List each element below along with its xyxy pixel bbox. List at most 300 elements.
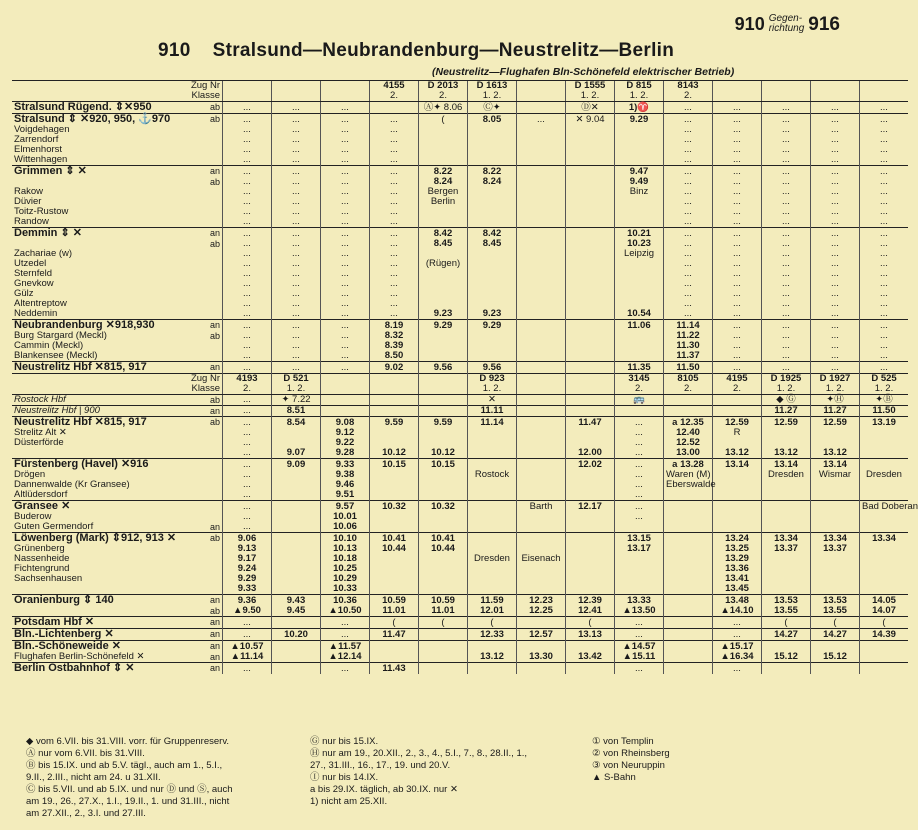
time-cell [517,135,566,145]
time-cell [566,217,615,228]
time-cell [517,362,566,374]
time-cell: (Rügen) [419,259,468,269]
timetable-row [12,187,908,197]
time-cell [468,564,517,574]
time-cell [615,279,664,289]
train-number [566,374,615,385]
time-cell [566,470,615,480]
time-cell [272,584,321,595]
train-class [517,384,566,395]
time-cell: 9.02 [370,362,419,374]
time-cell: ... [223,269,272,279]
time-cell: ... [370,197,419,207]
arr-dep-tag: ab [209,331,220,341]
time-cell: Ⓒ✦ [468,102,517,114]
time-cell [419,279,468,289]
timetable-row [12,114,908,126]
timetable-row [12,145,908,155]
opposite-direction-table: 916 [808,14,840,35]
station-name: Löwenberg (Mark) ⇕912, 913 ✕ [14,532,177,544]
time-cell: ... [615,512,664,522]
time-cell: a 12.35 [664,417,713,429]
time-cell [615,259,664,269]
time-cell [272,480,321,490]
time-cell: ... [223,459,272,471]
time-cell: 9.59 [370,417,419,429]
time-cell [566,341,615,351]
time-cell: ... [223,135,272,145]
time-cell [468,428,517,438]
time-cell [762,480,811,490]
time-cell: ... [860,331,909,341]
time-cell: 10.12 [419,448,468,459]
time-cell: 13.24 [713,533,762,545]
time-cell [615,269,664,279]
time-cell: ▲11.14 [223,652,272,663]
time-cell: ▲11.57 [321,641,370,653]
time-cell: 12.52 [664,438,713,448]
time-cell: ... [272,125,321,135]
time-cell [566,320,615,332]
time-cell [566,395,615,406]
time-cell [517,166,566,178]
time-cell [762,564,811,574]
time-cell: 9.59 [419,417,468,429]
time-cell [517,617,566,629]
time-cell: ... [272,145,321,155]
time-cell: ... [321,341,370,351]
station-cell [12,351,223,362]
time-cell: ... [860,249,909,259]
time-cell: 8.32 [370,331,419,341]
time-cell: 13.25 [713,544,762,554]
time-cell: ... [762,197,811,207]
time-cell: ... [321,331,370,341]
time-cell: ... [223,279,272,289]
train-number: D 1613 [468,81,517,92]
time-cell: ... [860,145,909,155]
time-cell [419,428,468,438]
legend-entry: ◆ vom 6.VII. bis 31.VIII. vorr. für Gruppenreserv. [26,736,230,747]
time-cell [566,574,615,584]
train-class [223,91,272,102]
time-cell: ... [615,501,664,513]
time-cell: ... [664,299,713,309]
time-cell [272,501,321,513]
time-cell: ... [664,155,713,166]
time-cell: ... [370,125,419,135]
time-cell: ... [713,629,762,641]
time-cell: ... [223,114,272,126]
legend-entry: Ⓒ bis 5.VII. und ab 5.IX. und nur Ⓓ und Ⓢ, auch [26,784,233,795]
timetable-row [12,584,908,595]
time-cell: ... [272,320,321,332]
time-cell: ... [223,207,272,217]
arr-dep-tag: an [209,320,220,330]
time-cell [370,428,419,438]
time-cell: 8.45 [468,239,517,249]
time-cell: 12.02 [566,459,615,471]
timetable-row [12,395,908,406]
time-cell [517,187,566,197]
time-cell: ... [713,228,762,240]
time-cell: ... [762,177,811,187]
station-name: Grünenberg [14,543,65,554]
time-cell: 14.07 [860,606,909,617]
arr-dep-tag: ab [209,395,220,405]
time-cell [468,331,517,341]
time-cell: ... [664,228,713,240]
train-number: D 1555 [566,81,615,92]
time-cell [419,652,468,663]
time-cell: ... [321,239,370,249]
station-name: Neubrandenburg ✕918,930 [14,319,155,331]
time-cell: ... [370,309,419,320]
time-cell [615,331,664,341]
train-class [566,384,615,395]
time-cell [566,228,615,240]
time-cell: 11.14 [468,417,517,429]
time-cell: ... [321,102,370,114]
time-cell: 13.37 [811,544,860,554]
station-name: Oranienburg ⇕ 140 [14,594,114,606]
time-cell [811,663,860,675]
time-cell [517,428,566,438]
time-cell: 11.37 [664,351,713,362]
time-cell [517,470,566,480]
arr-dep-tag: an [209,228,220,238]
time-cell [566,279,615,289]
time-cell: ... [321,166,370,178]
station-name: Neddemin [14,308,58,319]
station-cell [12,228,223,240]
time-cell: ... [762,166,811,178]
time-cell: ... [223,522,272,533]
time-cell: ... [321,125,370,135]
time-cell: Barth [517,501,566,513]
time-cell [419,406,468,417]
time-cell: ▲15.11 [615,652,664,663]
time-cell [419,490,468,501]
time-cell: Eberswalde [664,480,713,490]
time-cell: ... [762,362,811,374]
time-cell: ... [321,197,370,207]
time-cell: 9.29 [615,114,664,126]
time-cell: ... [860,114,909,126]
time-cell: 10.13 [321,544,370,554]
time-cell: 12.40 [664,428,713,438]
time-cell: 9.12 [321,428,370,438]
time-cell [419,155,468,166]
time-cell [419,470,468,480]
time-cell [419,125,468,135]
station-cell [12,448,223,459]
time-cell [713,490,762,501]
time-cell: ... [223,299,272,309]
time-cell: ... [713,362,762,374]
time-cell [468,125,517,135]
station-name: Fürstenberg (Havel) ✕916 [14,458,149,470]
time-cell: ... [860,259,909,269]
time-cell [860,522,909,533]
time-cell: ... [370,114,419,126]
time-cell: Dresden [468,554,517,564]
time-cell [566,207,615,217]
time-cell: ( [811,617,860,629]
time-cell: ... [370,217,419,228]
time-cell: ... [615,480,664,490]
time-cell [566,145,615,155]
time-cell: 10.01 [321,512,370,522]
table-number: 910 [158,40,191,61]
train-class: 1. 2. [860,384,909,395]
time-cell [468,480,517,490]
time-cell: ... [664,187,713,197]
time-cell: 11.11 [468,406,517,417]
time-cell: ... [860,299,909,309]
station-name: Altlüdersdorf [14,489,68,500]
train-number [321,81,370,92]
station-name: Utzedel [14,258,47,269]
timetable-row [12,554,908,564]
station-name: Strelitz Alt ✕ [14,427,67,438]
time-cell: ... [223,166,272,178]
time-cell [713,395,762,406]
time-cell: ... [321,269,370,279]
time-cell [713,470,762,480]
time-cell [566,663,615,675]
time-cell [272,554,321,564]
time-cell: ... [664,114,713,126]
time-cell [517,584,566,595]
time-cell: 13.14 [762,459,811,471]
time-cell: 13.17 [615,544,664,554]
time-cell: 11.01 [419,606,468,617]
time-cell: ... [762,102,811,114]
station-name: Fichtengrund [14,563,70,574]
time-cell: ... [860,351,909,362]
time-cell: Binz [615,187,664,197]
time-cell: ... [762,351,811,362]
train-number: D 521 [272,374,321,385]
time-cell: ... [664,259,713,269]
time-cell: ... [762,309,811,320]
station-cell [12,595,223,607]
time-cell: ... [713,320,762,332]
time-cell [566,584,615,595]
time-cell: ... [762,239,811,249]
time-cell: ... [615,490,664,501]
time-cell: 9.09 [272,459,321,471]
time-cell: ... [223,125,272,135]
time-cell: ... [664,279,713,289]
timetable-row [12,417,908,429]
time-cell: ... [664,217,713,228]
page-number: 910 [734,14,765,34]
time-cell: 12.17 [566,501,615,513]
time-cell: ... [223,177,272,187]
time-cell [517,564,566,574]
time-cell: 13.12 [762,448,811,459]
time-cell: 11.27 [762,406,811,417]
train-number: 3145 [615,374,664,385]
train-number [223,81,272,92]
time-cell: ... [223,187,272,197]
time-cell: 10.41 [419,533,468,545]
time-cell: ... [811,279,860,289]
station-name: Rostock Hbf [14,394,66,405]
train-class: 1. 2. [762,384,811,395]
time-cell [615,125,664,135]
time-cell [615,522,664,533]
time-cell [860,480,909,490]
arr-dep-tag: ab [209,533,220,543]
time-cell [664,564,713,574]
time-cell [566,177,615,187]
time-cell: ... [321,187,370,197]
station-name: Flughafen Berlin-Schönefeld ✕ [14,651,145,662]
time-cell [566,522,615,533]
time-cell: ... [370,299,419,309]
time-cell [419,289,468,299]
time-cell: 9.47 [615,166,664,178]
time-cell [860,544,909,554]
time-cell: 🚌 [615,395,664,406]
time-cell [762,428,811,438]
time-cell: ... [321,362,370,374]
time-cell: ... [713,269,762,279]
time-cell: R [713,428,762,438]
time-cell [517,207,566,217]
time-cell: 11.43 [370,663,419,675]
station-name: Neustrelitz Hbf ✕815, 917 [14,416,147,428]
station-name: Stralsund ⇕ ✕920, 950, ⚓970 [14,113,171,125]
arr-dep-tag: an [209,522,220,532]
time-cell: ... [223,309,272,320]
time-cell [566,544,615,554]
train-class [517,91,566,102]
time-cell [517,533,566,545]
time-cell: ... [713,299,762,309]
section2-class-row [12,384,908,395]
train-class: 2. [223,384,272,395]
time-cell: ... [664,269,713,279]
time-cell: 10.33 [321,584,370,595]
time-cell: 12.59 [713,417,762,429]
time-cell: 8.24 [419,177,468,187]
time-cell: ( [468,617,517,629]
legend-entry: Ⓖ nur bis 15.IX. [310,736,379,747]
time-cell: ... [713,249,762,259]
time-cell: 8.19 [370,320,419,332]
timetable-row [12,125,908,135]
time-cell [419,269,468,279]
station-cell [12,155,223,166]
time-cell [566,406,615,417]
time-cell: ... [811,239,860,249]
timetable-row [12,239,908,249]
time-cell: ... [713,617,762,629]
class-label: Klasse [12,91,223,102]
time-cell: ... [762,207,811,217]
time-cell [566,351,615,362]
train-class: 1. 2. [468,91,517,102]
time-cell [468,207,517,217]
time-cell: ... [370,145,419,155]
time-cell: 13.42 [566,652,615,663]
time-cell [517,395,566,406]
time-cell: ▲9.50 [223,606,272,617]
time-cell: ... [321,249,370,259]
time-cell: ... [615,470,664,480]
time-cell: ... [811,228,860,240]
time-cell: Rostock [468,470,517,480]
time-cell [713,480,762,490]
train-number [811,81,860,92]
time-cell: ... [223,480,272,490]
time-cell [517,299,566,309]
time-cell: ✦Ⓑ [860,395,909,406]
time-cell: 9.29 [419,320,468,332]
time-cell [370,584,419,595]
time-cell: ◆ Ⓖ [762,395,811,406]
time-cell [860,574,909,584]
timetable-row [12,279,908,289]
time-cell [860,448,909,459]
time-cell: ... [713,125,762,135]
time-cell [762,574,811,584]
time-cell: 10.12 [370,448,419,459]
time-cell [664,595,713,607]
legend-entry: Ⓗ nur am 19., 20.XII., 2., 3., 4., 5.I., 7., 8., 28.II., 1., [310,748,528,759]
time-cell: ... [713,197,762,207]
time-cell: ... [811,309,860,320]
page-header-right [735,14,840,36]
time-cell: ... [272,102,321,114]
time-cell: ... [811,362,860,374]
time-cell: ... [223,629,272,641]
time-cell: ... [370,166,419,178]
time-cell [468,259,517,269]
time-cell: 13.34 [762,533,811,545]
time-cell: 10.15 [419,459,468,471]
train-number [860,81,909,92]
time-cell [517,574,566,584]
time-cell: 9.07 [272,448,321,459]
time-cell: ▲12.14 [321,652,370,663]
station-cell [12,606,223,617]
time-cell [272,522,321,533]
time-cell: ... [615,417,664,429]
station-cell [12,617,223,629]
time-cell [517,438,566,448]
time-cell: ... [615,663,664,675]
time-cell: 8.50 [370,351,419,362]
arr-dep-tag: ab [209,102,220,112]
legend-entry: 9.II., 2.III., nicht am 24. u 31.XII. [26,772,161,783]
time-cell [419,554,468,564]
time-cell [615,207,664,217]
time-cell [615,197,664,207]
timetable-row [12,135,908,145]
time-cell: ... [272,135,321,145]
time-cell: 10.36 [321,595,370,607]
time-cell: Ⓓ✕ [566,102,615,114]
station-name: Bln.-Schöneweide ✕ [14,640,122,652]
time-cell: ✕ 9.04 [566,114,615,126]
time-cell [468,187,517,197]
legend-entry: ② von Rheinsberg [592,748,670,759]
